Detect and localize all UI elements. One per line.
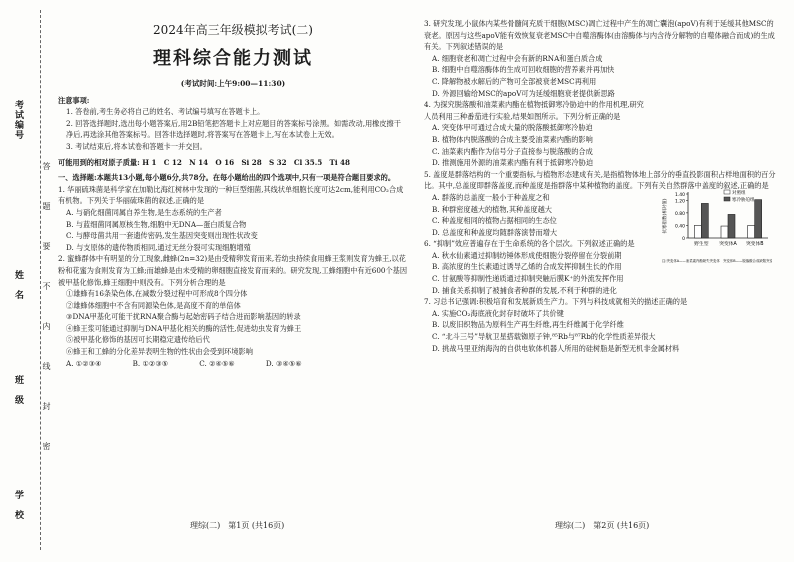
option: D. 捕食关系抑制了被捕食者种群的发展,不利于种群的进化	[432, 285, 617, 295]
option: B. 以废旧织物品为原料生产再生纤维,再生纤维属于化学纤维	[432, 320, 624, 330]
seal-char: 题	[42, 202, 51, 210]
page-footer: 理综(二) 第2页 (共16页)	[555, 521, 650, 530]
name-label: 姓 名	[13, 270, 23, 300]
page-footer: 理综(二) 第1页 (共16页)	[190, 521, 285, 530]
statement: ③DNA甲基化可能干扰RNA聚合酶与起始密码子结合进而影响基因的转录	[66, 312, 301, 322]
y-axis-label: 抗寒指数(相对值)	[663, 198, 668, 234]
question-4: 4. 为探究脱落酸和油菜素内酯在植物抵御寒冷胁迫中的作用机理,研究人员利用三种番茄进行实验,结果如图所示。下列分析正确的是	[424, 100, 644, 121]
bar	[721, 226, 728, 238]
option: B. ①②③⑤	[132, 358, 169, 368]
bar	[728, 214, 735, 238]
chart-caption: 注:突变体A——油菜素内酯缺失突变体 突变体B——脱落酸合成缺陷突变体	[662, 259, 772, 263]
y-tick-label: 1.40	[674, 193, 685, 198]
bar-chart	[662, 186, 772, 264]
option: C. 甘氨酸等抑制性递质通过抑制突触后膜K⁺的外流发挥作用	[432, 274, 624, 284]
exam-no-label: 考试编号	[13, 100, 23, 140]
notice-heading: 注意事项:	[58, 95, 90, 105]
option: B. 与蓝细菌同属原核生物,细胞中无DNA—蛋白质复合物	[66, 219, 247, 229]
question-5: 5. 盖度是群落结构的一个重要指标,与植物形态建成有关,是指植物体地上部分的垂直投影面积占样地面积的百分比。其中,总盖度即群落盖度,而种盖度是指群落中某种植物的盖度。下列有关自然群落中盖度的叙述,正确的是	[424, 169, 776, 191]
exam-title: 2024年高三年级模拟考试(二)	[153, 23, 313, 37]
section-heading: 一、选择题:本题共13小题,每小题6分,共78分。在每小题给出的四个选项中,只有一项是符合题目要求的。	[58, 173, 396, 183]
statement: ⑥蜂王和工蜂的分化差异表明生物的性状由会受到环境影响	[66, 347, 253, 357]
option: C. 油菜素内酯作为信号分子直接参与脱落酸的合成	[432, 146, 593, 156]
right-page	[424, 18, 776, 354]
left-page	[58, 18, 408, 369]
legend-swatch	[724, 190, 730, 194]
y-tick-label: 0	[682, 237, 685, 242]
y-tick-label: 0.80	[674, 211, 685, 217]
x-tick-label: 突变体A	[719, 242, 737, 247]
question-7: 7. 习总书记强调:积极培育和发展新质生产力。下列与科技成就相关的描述正确的是	[424, 297, 688, 307]
option: A. 与硝化细菌同属自养生物,是生态系统的生产者	[66, 207, 222, 217]
bar	[694, 225, 701, 238]
atomic-mass: 可能用到的相对原子质量: H 1 C 12 N 14 O 16 Si 28 S 32 Cl 35.5 Ti 48	[58, 157, 351, 167]
class-label: 班 级	[13, 375, 23, 405]
seal-char: 封	[42, 402, 51, 410]
option: A. 实施CO₂海底液化封存时破坏了共价键	[432, 308, 564, 318]
option: B. 种群密度越大的植物,其种盖度越大	[432, 204, 552, 214]
bar	[755, 200, 762, 238]
option: C. ②④⑤⑥	[199, 358, 235, 368]
statement: ②雄蜂体细胞中不含有同源染色体,是高度不育的单倍体	[66, 300, 241, 310]
option: A. 突变体甲可通过合成大量的脱落酸抵御寒冷胁迫	[432, 123, 593, 133]
legend-swatch	[724, 197, 730, 201]
seal-char: 答	[42, 162, 51, 170]
statement: ④蜂王浆可能通过抑制与DNA甲基化相关的酶的活性,促进幼虫发育为蜂王	[66, 323, 302, 333]
option-row	[58, 358, 408, 370]
legend-label: 寒冷胁迫组	[732, 198, 755, 203]
question-1: 1. 华丽硫珠菌是科学家在加勒比海红树林中发现的一种巨型细菌,其线状单细胞长度可达2cm,能利用CO₂合成有机物。下列关于华丽硫珠菌的叙述,正确的是	[58, 184, 404, 206]
seal-char: 线	[42, 362, 51, 370]
notice-item: 2. 回答选择题时,选出每小题答案后,用2B铅笔把答题卡上对应题目的答案标号涂黑。如需改动,用橡皮擦干净后,再选涂其他答案标号。回答非选择题时,将答案写在答题卡上,写在本试卷上无效。	[66, 118, 401, 140]
option: D. 总盖度和种盖度均随群落演替而增大	[432, 227, 558, 237]
x-tick-label: 突变体B	[745, 242, 764, 247]
option: D. 推测施用外源的油菜素内酯有利于抵御寒冷胁迫	[432, 158, 594, 168]
bar	[701, 203, 708, 238]
option: D. 外源回输给MSC的apoV可为延缓细胞衰老提供新思路	[432, 88, 615, 98]
option: C. 种盖度相同的植物占据相同的生态位	[432, 216, 557, 226]
question-3: 3. 研究发现,小鼠体内某些骨髓间充质干细胞(MSC)凋亡过程中产生的凋亡囊泡(apoV)有利于延缓其他MSC的衰老。原因与这些apoV能有效恢复衰老MSC中自噬溶酶体(由溶酶体与内含待分解物的自噬体融合而成)的生成有关。下列叙述错误的是	[424, 19, 775, 52]
option: A. ①②③④	[66, 358, 102, 368]
option: B. 细胞中自噬溶酶体的生成可回收细胞的营养素并再加快	[432, 65, 615, 75]
option: B. 高浓度的生长素通过诱导乙烯的合成发挥抑制生长的作用	[432, 262, 622, 272]
option: C. 降解物被水解后的产物可全部被衰老MSC再利用	[432, 76, 597, 86]
question-2: 2. 蜜蜂群体中有明显的分工现象,雌蜂(2n=32)是由受精卵发育而来,若幼虫持续食用蜂王浆则发育为蜂王,以花粉和花蜜为食则发育为工蜂;而雄蜂是由未受精的卵细胞直接发育而来的。研究发现,工蜂细胞中有近600个基因被甲基化修饰,蜂王细胞中则没有。下列分析合理的是	[58, 254, 408, 287]
bar-chart-svg	[662, 186, 772, 264]
statement: ⑤被甲基化修饰的基因可长期稳定遗传给后代	[66, 335, 210, 345]
x-tick-label: 野生型	[694, 242, 709, 247]
option: D. ③④⑤⑥	[265, 358, 302, 368]
exam-time: (考试时间:上午9:00—11:30)	[180, 79, 286, 88]
notice-item: 3. 考试结束后,将本试卷和答题卡一并交回。	[66, 141, 207, 151]
option: B. 植物体内脱落酸的合成主要受油菜素内酯的影响	[432, 134, 593, 144]
option: C. “北斗三号”导航卫星搭载铷原子钟,⁸⁵Rb与⁸⁷Rb的化学性质差异很大	[432, 332, 656, 342]
binding-margin	[0, 0, 52, 562]
option: D. 挑战马里亚纳海沟的自供电软体机器人所用的硅树脂是新型无机非金属材料	[432, 343, 680, 353]
seal-char: 要	[42, 242, 51, 250]
seal-char: 内	[42, 322, 51, 330]
subject-title: 理科综合能力测试	[153, 48, 313, 69]
y-tick-label: 1.20	[674, 199, 685, 205]
question-6: 6. “抑制”效应普遍存在于生命系统的各个层次。下列叙述正确的是	[424, 239, 635, 249]
school-label: 学 校	[13, 490, 23, 520]
option: A. 秋水仙素通过抑制纺锤体形成使细胞分裂停留在分裂前期	[432, 250, 622, 260]
option: D. 与支原体的遗传物质相同,通过无丝分裂可实现细胞增殖	[66, 242, 251, 252]
bar	[748, 225, 755, 238]
option: A. 群落的总盖度一般小于种盖度之和	[432, 192, 550, 202]
statement: ①雄蜂有16条染色体,在减数分裂过程中可形成8个四分体	[66, 289, 248, 299]
legend-label: 对照组	[732, 191, 746, 196]
option: C. 与酵母菌共用一套遗传密码,发生基因突变则出现性状改变	[66, 231, 258, 241]
y-tick-label: 0.40	[674, 224, 685, 230]
notice-item: 1. 答卷前,考生务必将自己的姓名、考试编号填写在答题卡上。	[66, 107, 265, 117]
option: A. 细胞衰老和凋亡过程中会有新的RNA和蛋白质合成	[432, 53, 603, 63]
seal-char: 密	[42, 442, 51, 450]
seal-char: 不	[42, 282, 51, 290]
